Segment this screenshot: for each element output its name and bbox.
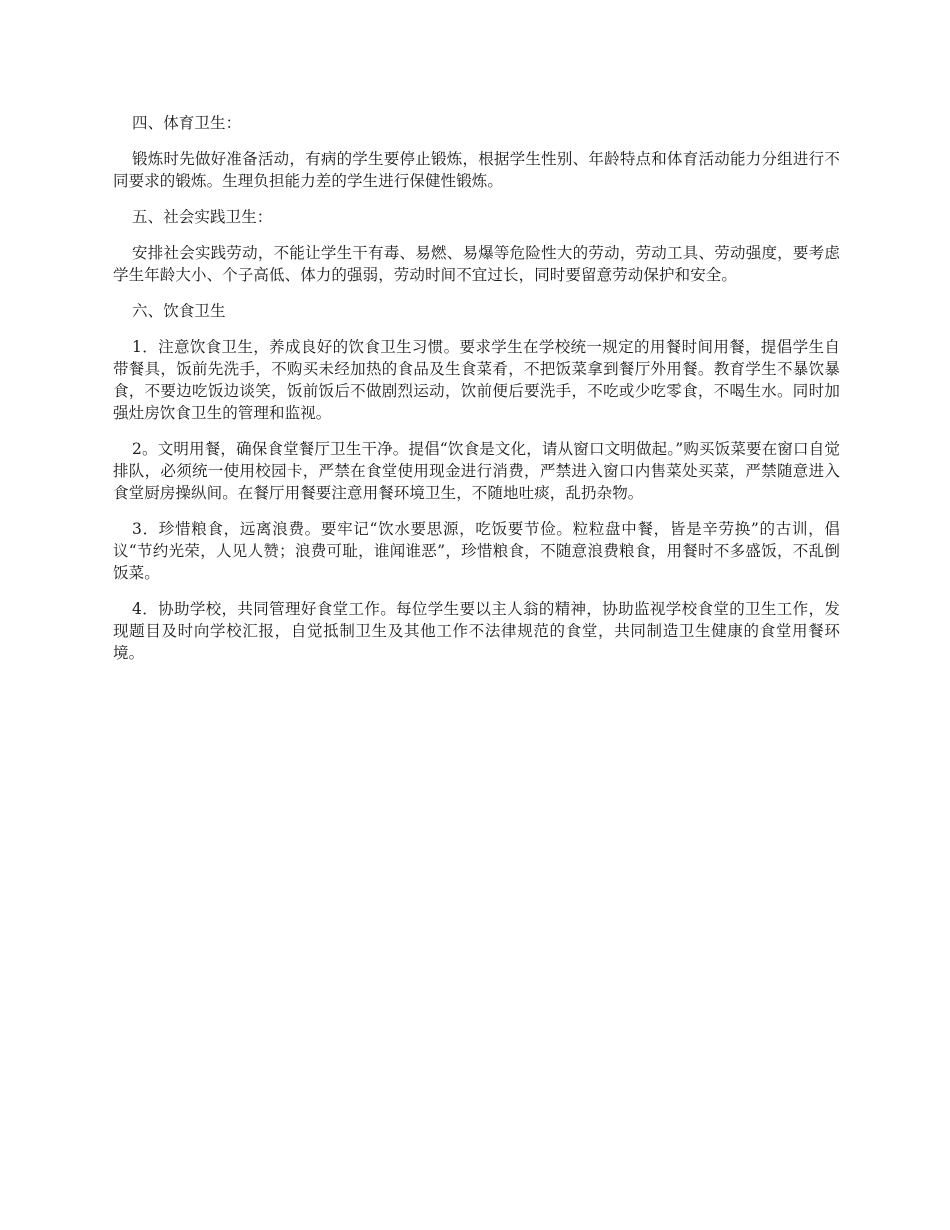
paragraph-diet-item-3: 3．珍惜粮食，远离浪费。要牢记“饮水要思源，吃饭要节俭。粒粒盘中餐，皆是辛劳换”的古训，倡议“节约光荣，人见人赞；浪费可耻，谁闻谁恶”，珍惜粮食，不随意浪费粮食，用餐时不多盛饭，不乱倒饭菜。: [113, 520, 840, 582]
paragraph-diet-item-2: 2。文明用餐，确保食堂餐厅卫生干净。提倡“饮食是文化，请从窗口文明做起。”购买饭菜要在窗口自觉排队，必须统一使用校园卡，严禁在食堂使用现金进行消费，严禁进入窗口内售菜处买菜，严禁随意进入食堂厨房操纵间。在餐厅用餐要注意用餐环境卫生，不随地吐痰，乱扔杂物。: [113, 440, 840, 502]
section-heading-diet-hygiene: 六、饮食卫生: [132, 302, 226, 320]
paragraph-diet-item-1: 1．注意饮食卫生，养成良好的饮食卫生习惯。要求学生在学校统一规定的用餐时间用餐，提倡学生自带餐具，饭前先洗手，不购买未经加热的食品及生食菜肴，不把饭菜拿到餐厅外用餐。教育学生不暴饮暴食，不要边吃饭边谈笑，饭前饭后不做剧烈运动，饮前便后要洗手，不吃或少吃零食，不喝生水。同时加强灶房饮食卫生的管理和监视。: [113, 338, 840, 422]
paragraph-social-practice-hygiene: 安排社会实践劳动，不能让学生干有毒、易燃、易爆等危险性大的劳动，劳动工具、劳动强度，要考虑学生年龄大小、个子高低、体力的强弱，劳动时间不宜过长，同时要留意劳动保护和安全。: [113, 244, 840, 284]
section-heading-social-practice-hygiene: 五、社会实践卫生：: [132, 208, 273, 226]
document-page: [113, 112, 840, 678]
section-heading-sports-hygiene: 四、体育卫生：: [132, 114, 242, 132]
paragraph-diet-item-4: 4．协助学校，共同管理好食堂工作。每位学生要以主人翁的精神，协助监视学校食堂的卫生工作，发现题目及时向学校汇报，自觉抵制卫生及其他工作不法律规范的食堂，共同制造卫生健康的食堂用餐环境。: [113, 600, 840, 662]
paragraph-sports-hygiene: 锻炼时先做好准备活动，有病的学生要停止锻炼，根据学生性别、年龄特点和体育活动能力分组进行不同要求的锻炼。生理负担能力差的学生进行保健性锻炼。: [113, 150, 840, 190]
